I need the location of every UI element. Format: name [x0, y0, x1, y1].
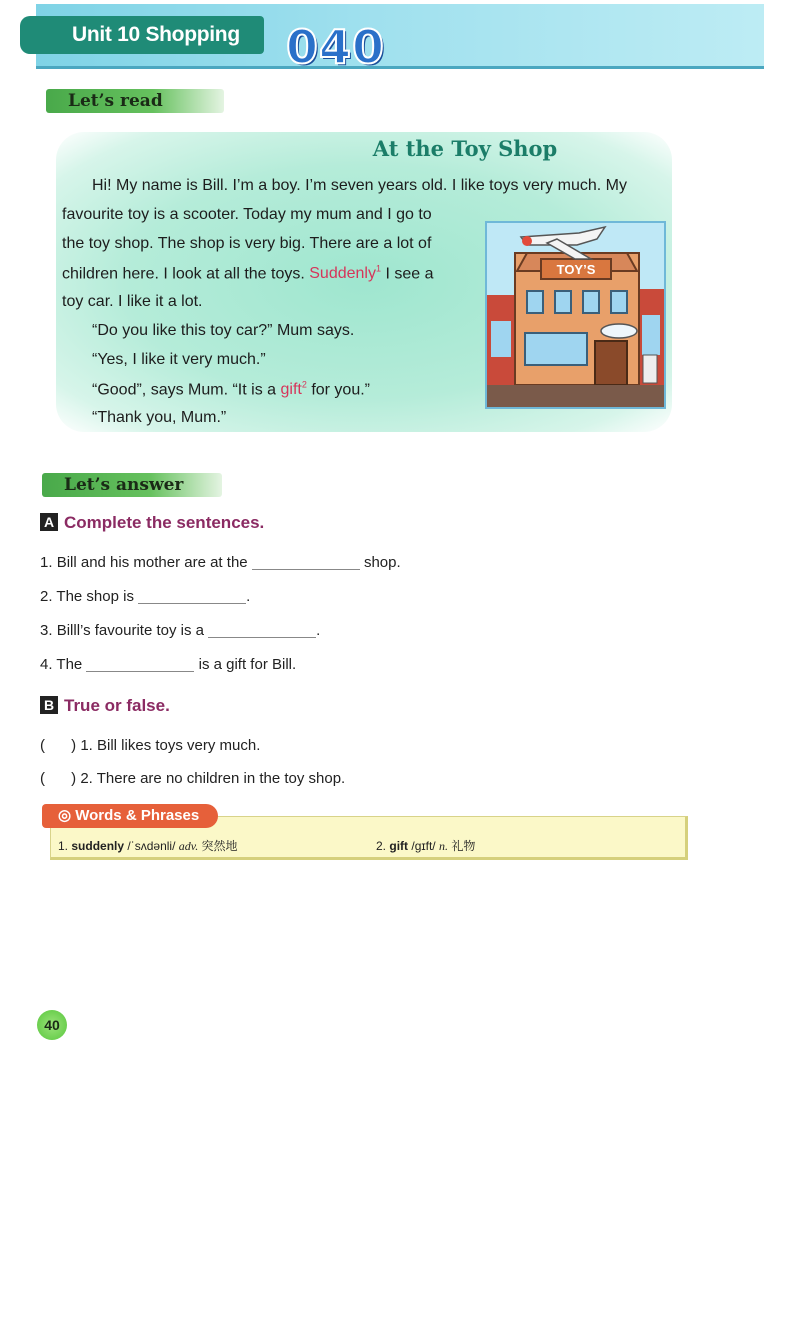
part-b-title: B True or false. [40, 696, 170, 716]
shop-sign: TOY’S [556, 262, 596, 277]
story-line-6: “Do you like this toy car?” Mum says. [92, 322, 355, 339]
part-a-title: A Complete the sentences. [40, 513, 264, 533]
story-line-8 [92, 380, 370, 399]
part-b-letter: B [40, 696, 58, 714]
words-phrases-label: ◎ Words & Phrases [42, 804, 218, 828]
story-title: At the Toy Shop [372, 136, 558, 161]
story-line-9: “Thank you, Mum.” [92, 409, 227, 426]
toy-shop-illustration [485, 221, 666, 409]
question-a-2: 2. The shop is . [40, 588, 251, 605]
answer-blank-2[interactable] [138, 589, 246, 604]
story-line-8-text: “Good”, says Mum. “It is a [92, 381, 277, 399]
question-b-2: ( ) 2. There are no children in the toy shop. [40, 770, 346, 787]
question-b-1: ( ) 1. Bill likes toys very much. [40, 737, 261, 754]
story-line-2: favourite toy is a scooter. Today my mum and I go to [62, 206, 432, 223]
part-a-letter: A [40, 513, 58, 531]
word-gift: gift$^2$ [280, 380, 307, 399]
paren-open-2[interactable]: ( [40, 770, 45, 787]
page-code: 040 [286, 20, 386, 74]
story-line-4 [62, 264, 433, 283]
lets-answer-label: Let’s answer [42, 473, 222, 497]
unit-title: Unit 10 Shopping [20, 16, 264, 54]
glossary-item-1: 1. suddenly /ˈsʌdənli/ adv. 突然地 [58, 839, 238, 853]
lets-read-label: Let’s read [46, 89, 224, 113]
page-number: 40 [37, 1010, 67, 1040]
story-line-3: the toy shop. The shop is very big. There are a lot of [62, 235, 432, 252]
toy-shop-drawing [487, 223, 664, 407]
story-line-7: “Yes, I like it very much.” [92, 351, 266, 368]
question-a-3: 3. Billl’s favourite toy is a . [40, 622, 321, 639]
story-line-5: toy car. I like it a lot. [62, 293, 203, 310]
answer-blank-4[interactable] [86, 657, 194, 672]
glossary-item-2: 2. gift /ɡɪft/ n. 礼物 [376, 839, 476, 853]
word-suddenly: Suddenly$^1$ [309, 264, 381, 283]
answer-blank-1[interactable] [252, 555, 360, 570]
paren-open-1[interactable]: ( [40, 737, 45, 754]
question-a-4: 4. The is a gift for Bill. [40, 656, 297, 673]
story-line-4-end: I see a [385, 265, 434, 283]
story-line-1: Hi! My name is Bill. I’m a boy. I’m seven years old. I like toys very much. My [92, 177, 627, 194]
answer-blank-3[interactable] [208, 623, 316, 638]
question-a-1: 1. Bill and his mother are at the shop. [40, 554, 401, 571]
story-line-8-end: for you.” [311, 381, 370, 399]
story-line-4-text: children here. I look at all the toys. [62, 265, 305, 283]
